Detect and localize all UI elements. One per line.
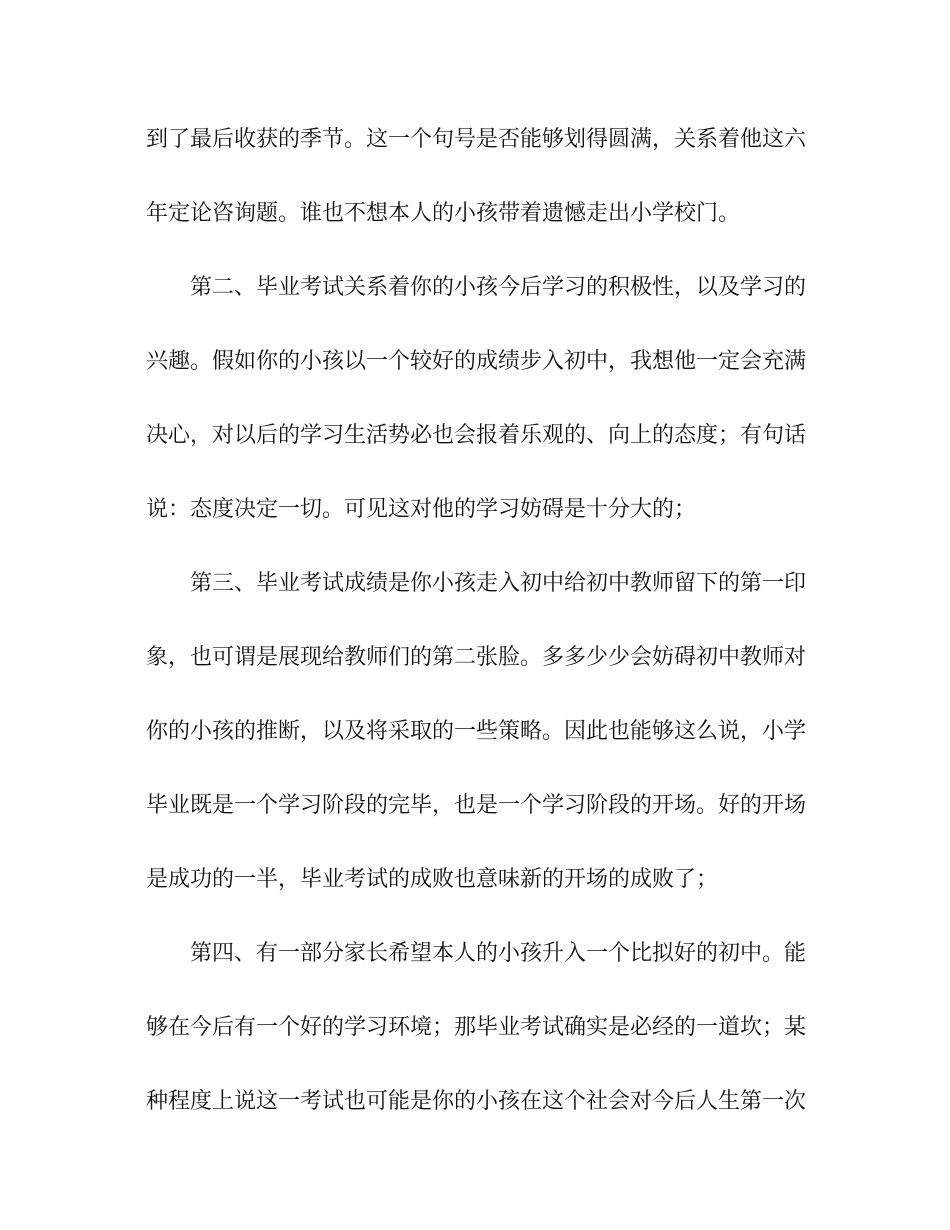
line-text: 种程度上说这一考试也可能是你的小孩在这个社会对今后人生第一次 xyxy=(146,1089,807,1114)
line-text: 够在今后有一个好的学习环境；那毕业考试确实是必经的一道坎；某 xyxy=(146,1015,807,1040)
line-text: 第四、有一部分家长希望本人的小孩升入一个比拟好的初中。能 xyxy=(190,941,807,966)
paragraph-start-line xyxy=(0,273,950,303)
text-line xyxy=(0,125,950,155)
text-line xyxy=(0,865,950,895)
line-text: 到了最后收获的季节。这一个句号是否能够划得圆满，关系着他这六 xyxy=(146,127,807,152)
paragraph-start-line xyxy=(0,569,950,599)
line-text: 说：态度决定一切。可见这对他的学习妨碍是十分大的； xyxy=(146,497,697,522)
text-line xyxy=(0,199,950,229)
text-line xyxy=(0,421,950,451)
line-text: 毕业既是一个学习阶段的完毕，也是一个学习阶段的开场。好的开场 xyxy=(146,793,807,818)
line-text: 年定论咨询题。谁也不想本人的小孩带着遗憾走出小学校门。 xyxy=(146,201,741,226)
text-line xyxy=(0,643,950,673)
text-line xyxy=(0,791,950,821)
line-text: 第二、毕业考试关系着你的小孩今后学习的积极性，以及学习的 xyxy=(190,275,807,300)
text-line xyxy=(0,347,950,377)
text-line xyxy=(0,495,950,525)
line-text: 兴趣。假如你的小孩以一个较好的成绩步入初中，我想他一定会充满 xyxy=(146,349,807,374)
line-text: 是成功的一半，毕业考试的成败也意味新的开场的成败了； xyxy=(146,867,719,892)
paragraph-start-line xyxy=(0,939,950,969)
line-text: 第三、毕业考试成绩是你小孩走入初中给初中教师留下的第一印 xyxy=(190,571,807,596)
line-text: 决心，对以后的学习生活势必也会报着乐观的、向上的态度；有句话 xyxy=(146,423,807,448)
text-line xyxy=(0,717,950,747)
line-text: 象，也可谓是展现给教师们的第二张脸。多多少少会妨碍初中教师对 xyxy=(146,645,807,670)
text-line xyxy=(0,1013,950,1043)
line-text: 你的小孩的推断，以及将采取的一些策略。因此也能够这么说，小学 xyxy=(146,719,807,744)
text-line xyxy=(0,1087,950,1117)
